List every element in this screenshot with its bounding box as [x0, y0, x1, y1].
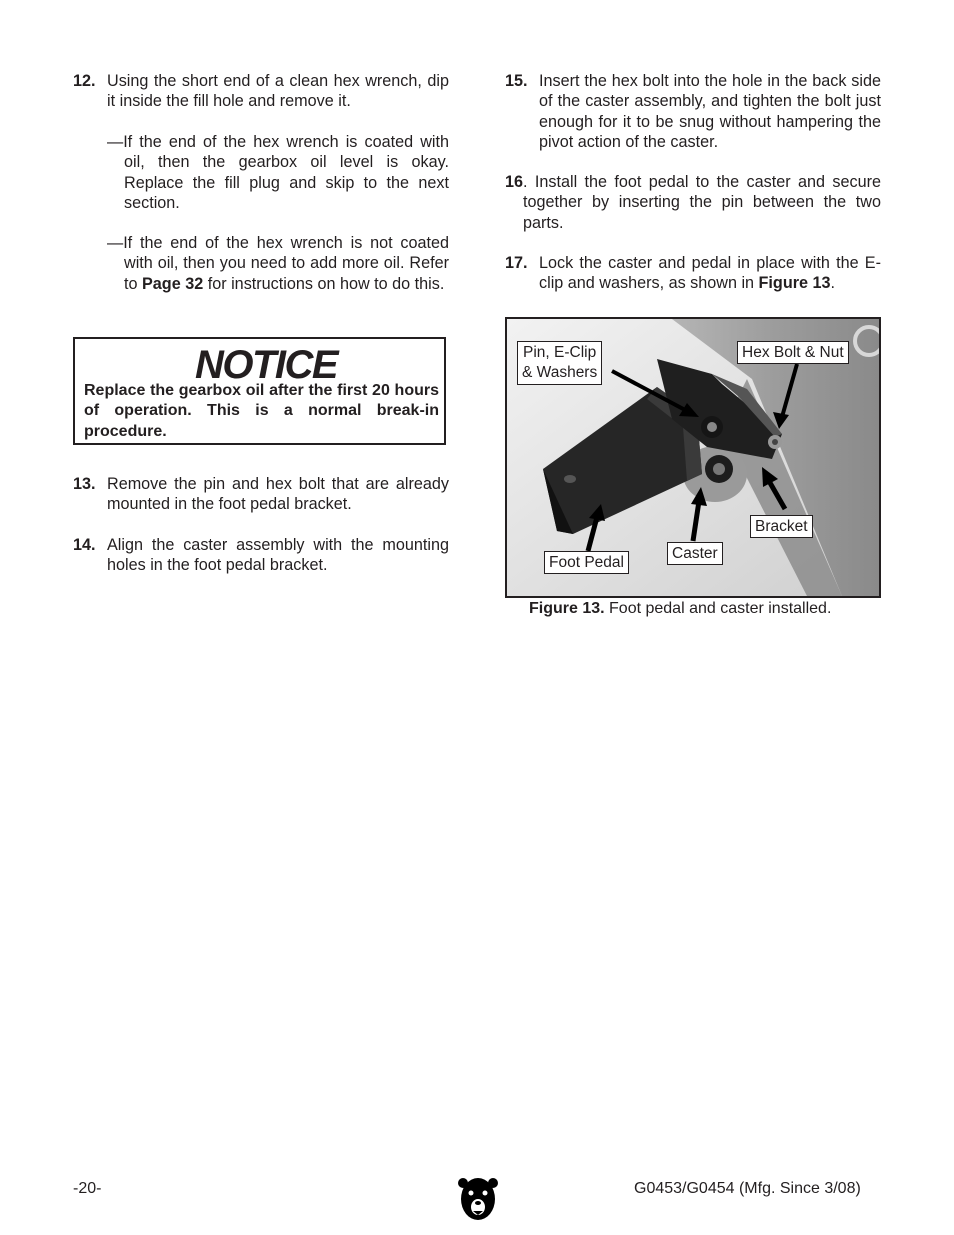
step-number: 14. — [73, 536, 96, 554]
step-number: 17. — [505, 254, 528, 272]
step-number: 15. — [505, 72, 528, 90]
step-number: 12. — [73, 72, 96, 90]
figure-caption: Figure 13. Foot pedal and caster installed. — [529, 600, 832, 617]
step-text: Insert the hex bolt into the hole in the back side of the caster assembly, and tighten the bolt just enough for it to be snug without hampering the pivot action of the caster. — [539, 72, 881, 151]
step-text: Lock the caster and pedal in place with the E-clip and washers, as shown in Figure 13. — [539, 254, 881, 293]
step-number: 16 — [505, 173, 524, 191]
step-text: Using the short end of a clean hex wrench, dip it inside the fill hole and remove it. — [107, 72, 449, 111]
notice-box — [73, 337, 446, 445]
callout-hex-bolt-nut: Hex Bolt & Nut — [737, 341, 849, 364]
callout-bracket: Bracket — [750, 515, 813, 538]
page-reference: Page 32 — [142, 274, 204, 293]
figure-reference: Figure 13 — [758, 274, 831, 293]
dash-item: —If the end of the hex wrench is not coated with oil, then you need to add more oil. Refer to Page 32 for instructions on how to do this. — [107, 234, 449, 293]
bear-logo-icon — [458, 1175, 498, 1223]
figure-13-photo — [505, 317, 881, 598]
step-text: . Install the foot pedal to the caster and secure together by inserting the pin between the two parts. — [523, 173, 881, 232]
notice-body: Replace the gearbox oil after the first 20 hours of operation. This is a normal break-in procedure. — [84, 382, 439, 440]
page-number: -20- — [73, 1180, 102, 1197]
step-text: Remove the pin and hex bolt that are already mounted in the foot pedal bracket. — [107, 475, 449, 514]
step-number: 13. — [73, 475, 96, 493]
model-info: G0453/G0454 (Mfg. Since 3/08) — [634, 1180, 861, 1197]
callout-foot-pedal: Foot Pedal — [544, 551, 629, 574]
step-text: Align the caster assembly with the mounting holes in the foot pedal bracket. — [107, 536, 449, 575]
notice-title: NOTICE — [195, 343, 338, 387]
callout-pin-eclip-washers: Pin, E-Clip & Washers — [517, 341, 602, 385]
dash-item: —If the end of the hex wrench is coated with oil, then the gearbox oil level is okay. Replace the fill plug and skip to the next section. — [107, 133, 449, 212]
callout-caster: Caster — [667, 542, 723, 565]
